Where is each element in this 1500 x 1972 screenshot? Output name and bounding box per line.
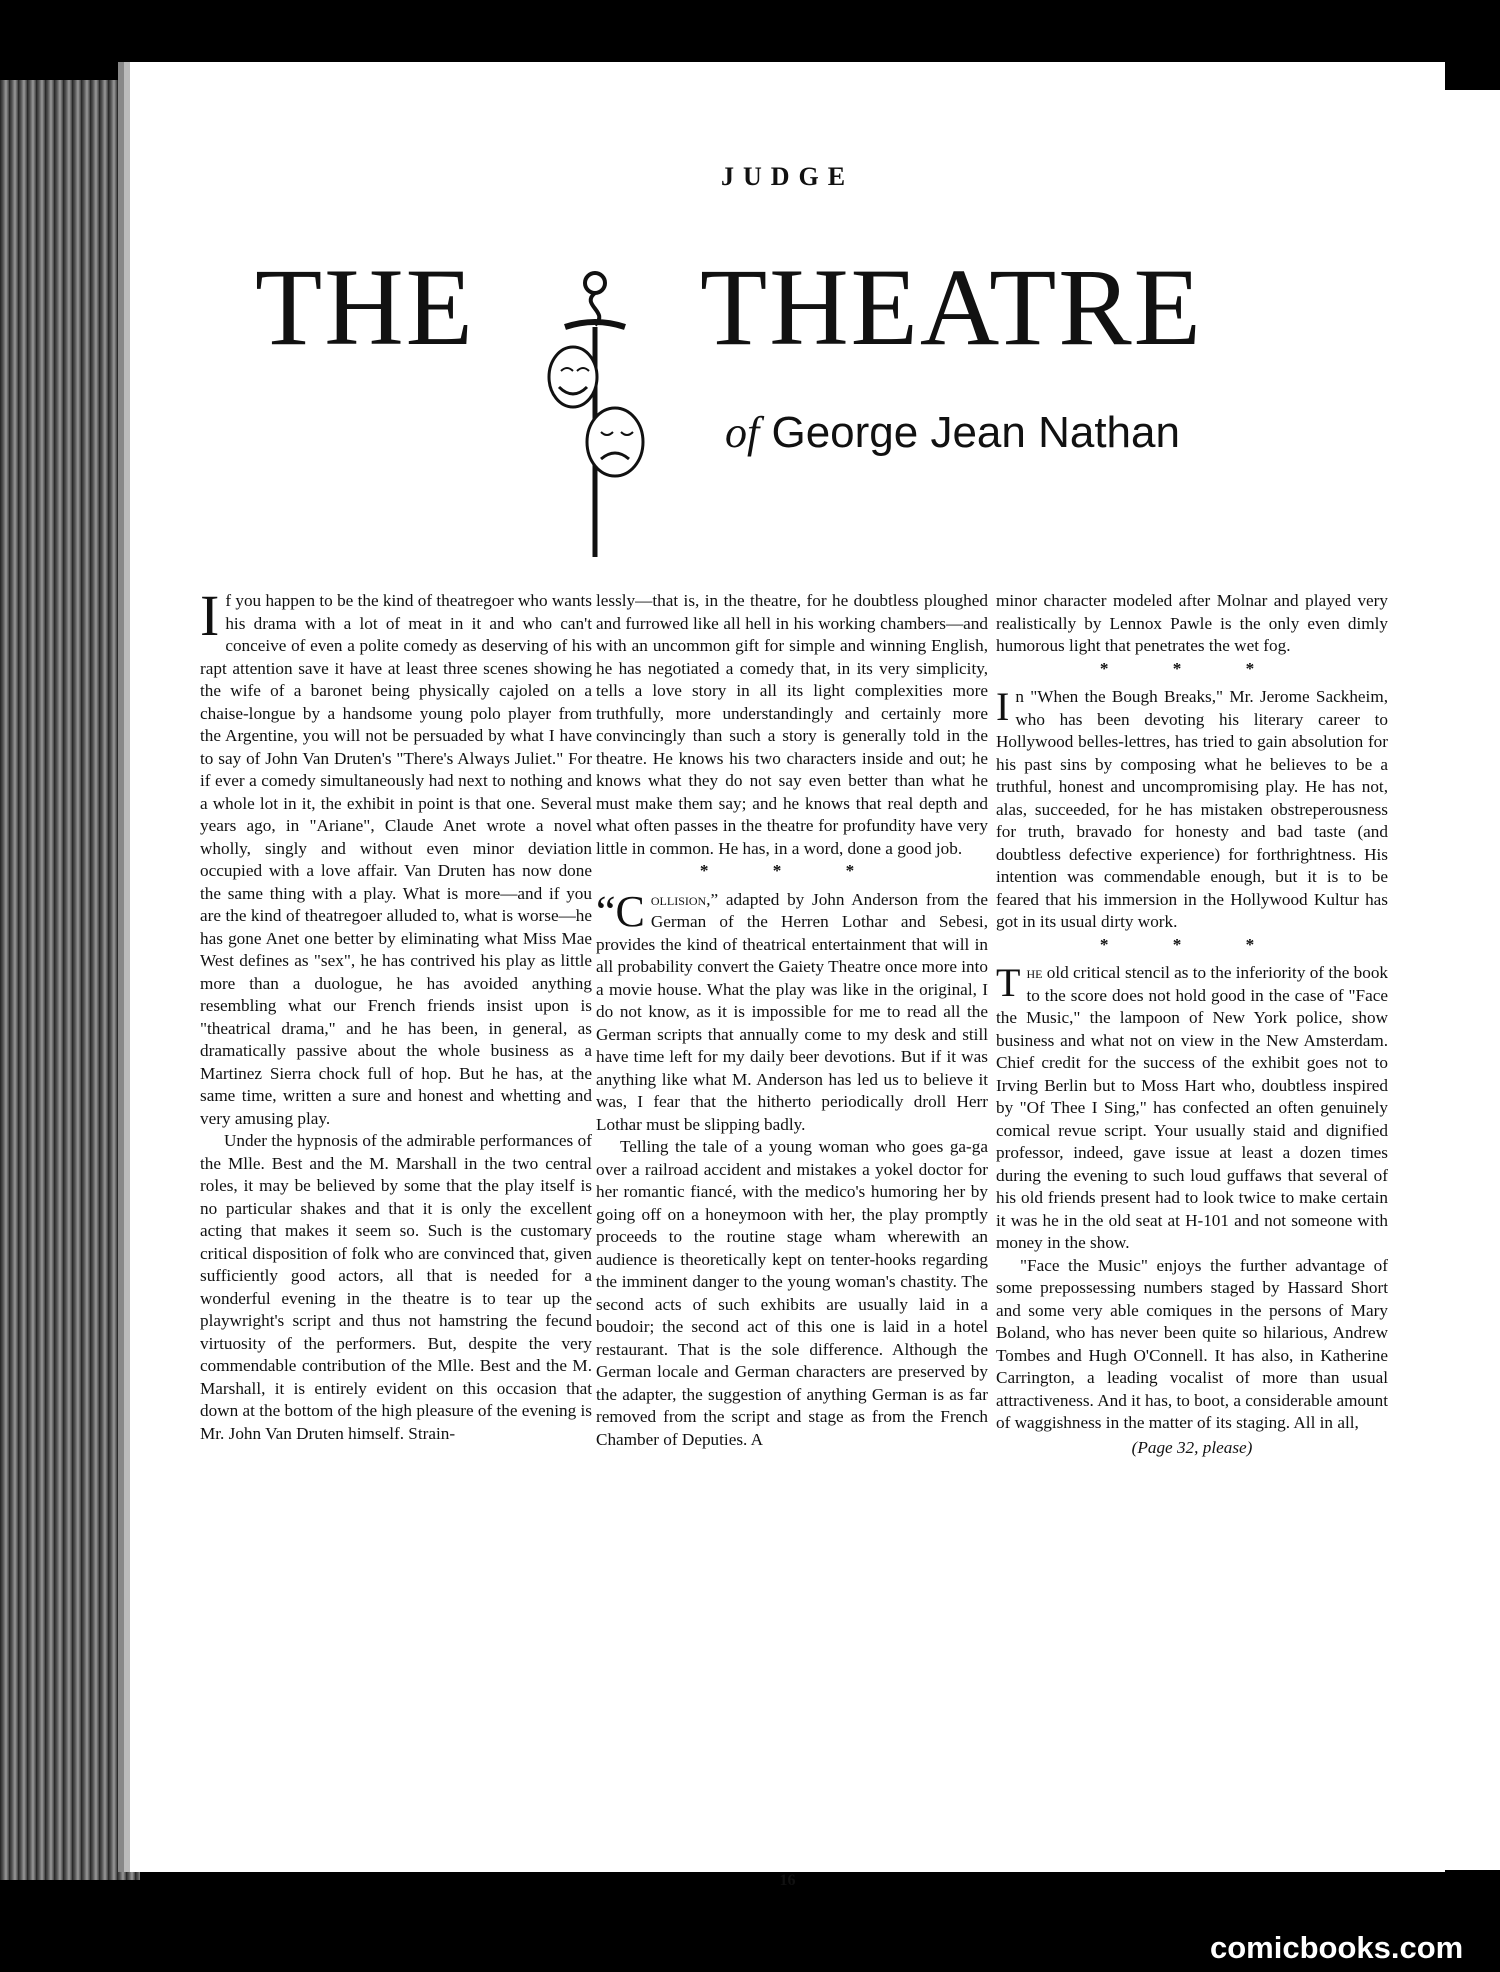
byline-prefix: of: [725, 408, 760, 457]
paragraph: lessly—that is, in the theatre, for he doubtless ploughed and furrowed like all hell in his working chambers—and with an uncommon gift for simple and winning English, he has negotiated a comedy that, in its very simplicity, tells a love story in all its light complexities more truthfully, more understandingly and certainly more convincingly than such a story is generally told in the theatre. He knows his two characters inside and out; he knows what they do not say even better than what he must make them say; and he knows that real depth and what often passes in the theatre for profundity have very little in common. He has, in a word, done a good job.: [596, 591, 988, 858]
column-2: [596, 590, 988, 1451]
drop-cap: “C: [596, 886, 645, 936]
paragraph: old critical stencil as to the inferiority of the book to the score does not hold good in the case of "Face the Music," the lampoon of New York police, show business and what not on view in the New Amsterdam. Chief credit for the success of the exhibit goes not to Irving Berlin but to Moss Hart who, doubtless inspired by "Of Thee I Sing," has confected an often genuinely comical revue script. Your usually staid and dignified professor, indeed, gave issue at least a dozen times during the evening to such loud guffaws that several of his old friends present had to look twice to make certain it was he in the old seat at H-101 and not someone with money in the show.: [996, 963, 1389, 1252]
drop-cap: T: [996, 960, 1021, 1005]
column-3: [996, 590, 1388, 1459]
watermark: comicbooks.com: [1210, 1930, 1464, 1965]
paragraph: f you happen to be the kind of theatregoer who wants his drama with a lot of meat in it and who can't conceive of even a polite comedy as deserving of his rapt attention save it have at least three scenes showing the wife of a baronet being physically cajoled on a chaise-longue by a handsome young polo player from the Argentine, you will not be persuaded by what I have to say of John Van Druten's "There's Always Juliet." For if ever a comedy simultaneously had next to nothing and a whole lot in it, the exhibit in point is that one. Several years ago, in "Ariane", Claude Anet wrote a novel wholly, singly and without even minor deviation occupied with a love affair. Van Druten has now done the same thing with a play. What is more—and if you are the kind of theatregoer alluded to, what is worse—he has gone Anet one better by eliminating what Miss Mae West defines as "sex", he has contrived his play as little more than a duologue, he has avoided anything resembling what our French friends insist upon is "theatrical drama," and he has been, in general, as dramatically passive about the whole business as a Martinez Sierra chock full of hop. But he has, at the same time, written a sure and honest and whetting and very amusing play.: [200, 591, 592, 1128]
masthead: JUDGE: [720, 162, 855, 191]
drop-cap: I: [996, 684, 1010, 729]
byline: [725, 407, 1180, 458]
title-theatre: THEATRE: [700, 246, 1203, 368]
paragraph: "Face the Music" enjoys the further advantage of some prepossessing numbers staged by Hassard Short and some very able comiques in the persons of Mary Boland, who has never been quite so hilarious, Andrew Tombes and Hugh O'Connell. It has also, in Katherine Carrington, a leading vocalist of more than usual attractiveness. And it has, to boot, a considerable amount of waggishness in the matter of its staging. All in all,: [996, 1255, 1388, 1432]
paragraph: n "When the Bough Breaks," Mr. Jerome Sackheim, who has been devoting his literary career to Hollywood belles-lettres, has tried to gain absolution for his past sins by composing what he believes to be a truthful, honest and uncompromising play. He has not, alas, succeeded, for he has mistaken obstreperousness for truth, bravado for honesty and bad taste (and doubtless defective experience) for forthrightness. His intention was commendable enough, but it is to be feared that his immersion in the Hollywood Kultur has got in its usual dirty work.: [996, 687, 1388, 931]
continued-note: (Page 32, please): [1131, 1437, 1253, 1457]
paragraph: Under the hypnosis of the admirable performances of the Mlle. Best and the M. Marshall in the two central roles, it may be believed by some that the play itself is no particular shakes and that it is only the excellent acting that makes it seem so. Such is the customary critical disposition of folk who are convinced that, given sufficiently good actors, all that is needed for a wonderful evening in the theatre is to tear up the playwright's script and thus not hamstring the fecund virtuosity of the performers. But, despite the very commendable contribution of the Mlle. Best and the M. Marshall, it is entirely evident on this occasion that down at the bottom of the high pleasure of the evening is Mr. John Van Druten himself. Strain-: [200, 1131, 592, 1443]
sword-masks-icon: [535, 267, 655, 567]
drop-cap: I: [200, 583, 220, 648]
lead-small-caps: ollision,: [650, 889, 711, 909]
book-spine-edge: [0, 80, 140, 1880]
column-1: [200, 583, 592, 1445]
page-number: 16: [779, 1872, 796, 1889]
author-name: George Jean Nathan: [771, 408, 1180, 457]
magazine-page: [130, 62, 1445, 1889]
lead-small-caps: he: [1026, 963, 1043, 982]
title-the: THE: [255, 246, 475, 368]
section-divider: * * *: [1099, 658, 1285, 678]
paragraph: minor character modeled after Molnar and played very realistically by Lennox Pawle is the only even dimly humorous light that penetrates the wet fog.: [996, 591, 1388, 655]
section-divider: * * *: [699, 861, 885, 880]
paragraph: ” adapted by John Anderson from the German of the Herren Lothar and Sebesi, provides the kind of theatrical entertainment that will in all probability convert the Gaiety Theatre once more into a movie house. What the play was like in the original, I do not know, as it is impossible for me to read all the German scripts that annually come to my desk and still have time left for my daily beer devotions. But if it was anything like what M. Anderson has led us to believe it was, I fear that the hitherto periodically droll Herr Lothar must be slipping badly.: [596, 889, 988, 1134]
section-divider: * * *: [1099, 934, 1285, 954]
paragraph: Telling the tale of a young woman who goes ga-ga over a railroad accident and mistakes a yokel doctor for her romantic fiancé, with the medico's humoring her by going off on a honeymoon with her, the play promptly proceeds to the routine stage wham wherewith an audience is theoretically kept on tenter-hooks regarding the imminent danger to the young woman's chastity. The second acts of such exhibits are usually laid in a boudoir; the second act of this one is laid in a hotel restaurant. That is the sole difference. Although the German locale and German characters are preserved by the adapter, the suggestion of anything German is as far removed from the script and stage as from the French Chamber of Deputies. A: [596, 1137, 988, 1449]
facing-page-edge: [1445, 90, 1500, 1870]
